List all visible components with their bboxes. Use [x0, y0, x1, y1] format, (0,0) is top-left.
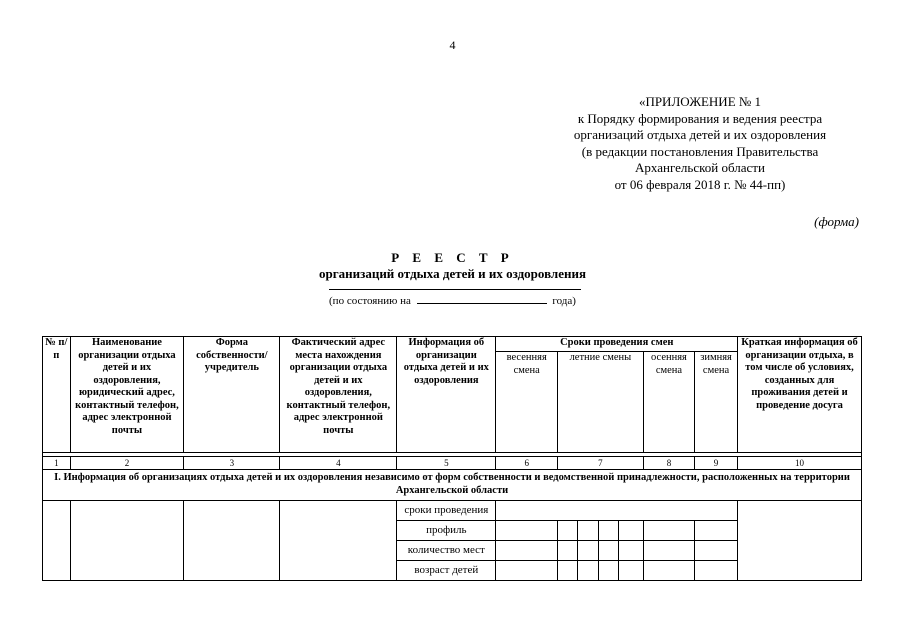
- data-cell: [619, 561, 644, 581]
- data-cell: [578, 561, 598, 581]
- data-cell: [695, 541, 738, 561]
- header-spring: весенняя смена: [496, 352, 557, 453]
- data-cell: [557, 561, 577, 581]
- data-cell: [619, 541, 644, 561]
- data-cell-brief: [738, 501, 862, 581]
- data-cell: [695, 561, 738, 581]
- data-cell: [598, 521, 618, 541]
- data-cell: [557, 541, 577, 561]
- data-cell-dates: [496, 501, 738, 521]
- row-label: профиль: [397, 521, 496, 541]
- header-name: Наименование организации отдыха детей и их оздоровления, юридический адрес, контактный телефон, адрес электронной почты: [70, 337, 184, 453]
- col-number: 5: [397, 457, 496, 470]
- registry-table: [42, 336, 862, 581]
- header-info: Информация об организации отдыха детей и их оздоровления: [397, 337, 496, 453]
- data-cell-num: [43, 501, 71, 581]
- date-blank: [417, 295, 547, 304]
- appendix-line: от 06 февраля 2018 г. № 44-пп): [614, 176, 786, 192]
- header-brief: Краткая информация об организации отдыха, в том числе об условиях, созданных для проживания детей и проведение досуга: [738, 337, 862, 453]
- col-number: 3: [184, 457, 280, 470]
- document-subtitle: организаций отдыха детей и их оздоровления: [318, 266, 587, 281]
- header-shifts-group: Сроки проведения смен: [496, 337, 738, 352]
- col-number: 1: [43, 457, 71, 470]
- data-cell-address: [280, 501, 397, 581]
- data-cell: [557, 521, 577, 541]
- data-cell: [578, 541, 598, 561]
- row-label: сроки проведения: [397, 501, 496, 521]
- data-cell: [598, 561, 618, 581]
- appendix-line: Архангельской области: [635, 160, 765, 175]
- data-cell: [619, 521, 644, 541]
- header-address: Фактический адрес места нахождения организации отдыха детей и их оздоровления, контактный телефон, адрес электронной почты: [280, 337, 397, 453]
- appendix-header: [545, 94, 855, 193]
- col-number: 8: [643, 457, 694, 470]
- appendix-line: (в редакции постановления Правительства: [581, 143, 819, 159]
- header-summer: летние смены: [557, 352, 643, 453]
- row-label: возраст детей: [397, 561, 496, 581]
- data-cell: [643, 561, 694, 581]
- data-cell-ownership: [184, 501, 280, 581]
- row-label: количество мест: [397, 541, 496, 561]
- appendix-line: «ПРИЛОЖЕНИЕ № 1: [638, 94, 762, 109]
- data-cell: [496, 541, 557, 561]
- data-cell: [695, 521, 738, 541]
- as-of-date-line: [0, 295, 905, 307]
- document-title: Р Е Е С Т Р: [391, 250, 514, 265]
- as-of-prefix: (по состоянию на: [329, 295, 411, 307]
- data-cell: [598, 541, 618, 561]
- data-cell: [643, 541, 694, 561]
- header-autumn: осенняя смена: [643, 352, 694, 453]
- appendix-line: организаций отдыха детей и их оздоровления: [573, 127, 827, 142]
- data-cell-name: [70, 501, 184, 581]
- data-cell: [643, 521, 694, 541]
- data-cell: [578, 521, 598, 541]
- header-num: № п/п: [43, 337, 71, 453]
- col-number: 7: [557, 457, 643, 470]
- col-number: 2: [70, 457, 184, 470]
- page-number: 4: [449, 38, 456, 52]
- form-label: (форма): [814, 214, 859, 229]
- appendix-line: к Порядку формирования и ведения реестра: [577, 110, 823, 126]
- header-winter: зимняя смена: [695, 352, 738, 453]
- section-title: I. Информация об организациях отдыха детей и их оздоровления независимо от форм собственности и ведомственной принадлежности, расположенных на территории Архангельской области: [43, 470, 862, 501]
- blank-underline: [329, 289, 581, 290]
- data-cell: [496, 521, 557, 541]
- data-cell: [496, 561, 557, 581]
- col-number: 10: [738, 457, 862, 470]
- col-number: 6: [496, 457, 557, 470]
- as-of-suffix: года): [552, 295, 576, 307]
- header-ownership: Форма собственности/ учредитель: [184, 337, 280, 453]
- col-number: 9: [695, 457, 738, 470]
- col-number: 4: [280, 457, 397, 470]
